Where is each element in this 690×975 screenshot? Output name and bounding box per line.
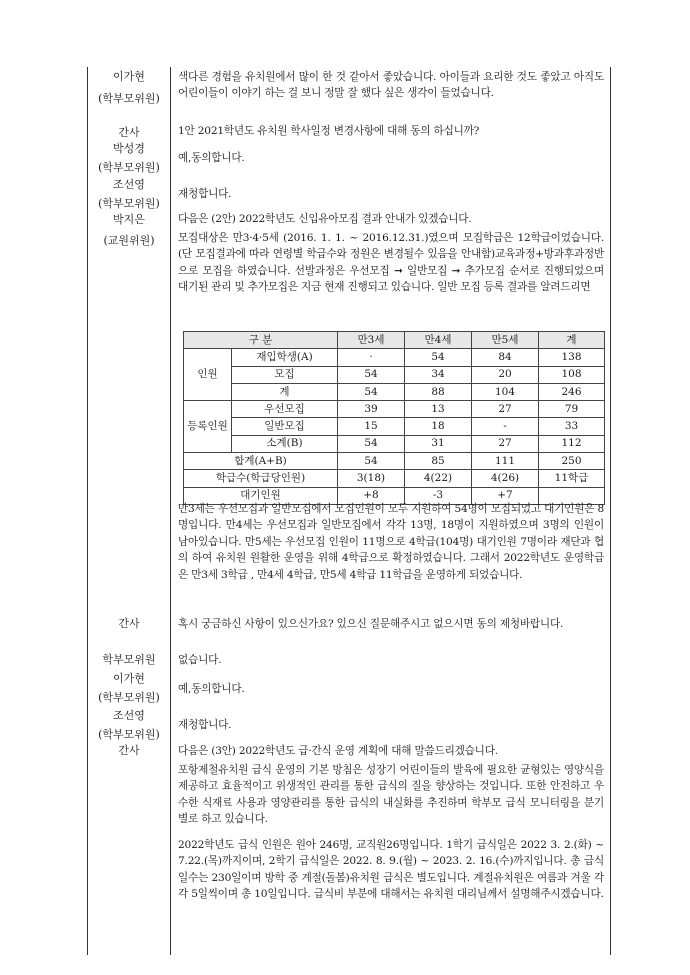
table-cell: 54	[338, 435, 405, 452]
table-cell: 54	[405, 349, 472, 366]
table-cell: 3(18)	[338, 470, 405, 487]
speaker-role: (학부모위원)	[98, 691, 160, 704]
table-row	[184, 453, 605, 470]
table-cell: 108	[539, 366, 605, 383]
table-cell: 54	[338, 453, 405, 470]
row-label: 합계(A+B)	[184, 453, 338, 470]
speaker-name: 학부모위원	[102, 653, 156, 666]
row-label: 우선모집	[232, 401, 338, 418]
statement-paragraph: 다음은 (2안) 2022학년도 신입유아모집 결과 안내가 있겠습니다.	[178, 213, 472, 225]
statement-paragraph: 만3세는 우선모집과 일반모집에서 모집인원이 모두 지원하여 54명이 모집되었고 대기인원은 8명입니다. 만4세는 우선모집과 일반모집에서 각각 13명, 18명이 지원하였으며 3명의 인원이 남아있습니다. 만5세는 우선모집 인원이 11명으로 4학급(104명) 대기인원 7명이라 재단과 협의 하여 유치원 원활한 운영을 위해 4학급으로 확정하였습니다. 그래서 2022학년도 운영학급은 만3세 3학급 , 만4세 4학급, 만5세 4학급 11학급을 운영하게 되었습니다.	[178, 503, 604, 581]
table-row	[184, 401, 605, 418]
table-cell: 111	[472, 453, 539, 470]
table-cell: 138	[539, 349, 605, 366]
table-cell: 79	[539, 401, 605, 418]
speaker-name: 조선영	[113, 709, 145, 722]
statement-paragraph: 재청합니다.	[178, 188, 232, 200]
table-cell: -	[472, 418, 539, 435]
statement-paragraph: 재청합니다.	[178, 719, 232, 731]
table-cell: 33	[539, 418, 605, 435]
table-row	[184, 470, 605, 487]
table-cell: 246	[539, 383, 605, 400]
table-cell: 54	[338, 366, 405, 383]
row-label: 모집	[232, 366, 338, 383]
statement-paragraph: 포항제철유치원 급식 운영의 기본 방침은 성장기 어린이들의 발육에 필요한 균형있는 영양식을 제공하고 효율적이고 위생적인 관리를 통한 급식의 질을 향상하는 것입니다. 또한 안전하고 우수한 식재료 사용과 영양관리를 통한 급식의 내실화를 추진하며 학부모 급식 모니터링을 분기별로 하고 있습니다.	[178, 764, 604, 826]
row-label: 소계(B)	[232, 435, 338, 452]
speaker-name: 간사	[118, 744, 140, 757]
table-cell: 112	[539, 435, 605, 452]
table-cell: 88	[405, 383, 472, 400]
statement-paragraph: 다음은 (3안) 2022학년도 급·간식 운영 계획에 대해 말씀드리겠습니다.	[178, 745, 498, 757]
statement-paragraph: 예,동의합니다.	[178, 152, 245, 164]
row-label: 대기인원	[184, 487, 338, 504]
statement-paragraph: 모집대상은 만3·4·5세 (2016. 1. 1. ~ 2016.12.31.)였으며 모집학급은 12학급이었습니다. (단 모집결과에 따라 연령별 학급수와 정원은 변경될수 있음을 안내함)교육과정+방과후과정반으로 모집을 하였습니다. 선발과정은 우선모집 ➞ 일반모집 ➞ 추가모집 순서로 진행되었으며 대기된 관리 및 추가모집은 지금 현재 진행되고 있습니다. 일반 모집 등록 결과를 알려드리면	[178, 232, 604, 294]
statement-paragraph: 1안 2021학년도 유치원 학사일정 변경사항에 대해 동의 하십니까?	[178, 125, 480, 137]
table-cell: +8	[338, 487, 405, 504]
table-cell: 13	[405, 401, 472, 418]
table-cell: 18	[405, 418, 472, 435]
table-cell: 4(26)	[472, 470, 539, 487]
speaker-name: 이가현	[113, 672, 145, 685]
table-cell: 20	[472, 366, 539, 383]
row-label: 계	[232, 383, 338, 400]
table-cell: 34	[405, 366, 472, 383]
row-label: 재입학생(A)	[232, 349, 338, 366]
row-group-label: 등록인원	[184, 401, 232, 453]
speaker-name: 이가현	[113, 70, 145, 83]
table-header-cell: 만3세	[338, 332, 405, 349]
speaker-role: (학부모위원)	[98, 92, 160, 105]
enrollment-results-table	[183, 331, 605, 505]
table-cell: 31	[405, 435, 472, 452]
speaker-name: 간사	[118, 617, 140, 630]
statement-paragraph: 2022학년도 급식 인원은 원아 246명, 교직원26명입니다. 1학기 급식일은 2022 3. 2.(화) ~ 7.22.(목)까지이며, 2학기 급식일은 2022. 8. 9.(월) ~ 2023. 2. 16.(수)까지입니다. 총 급식일수는 230일이며 방학 중 계절(돌봄)유치원 급식은 별도입니다. 계절유치원은 여름과 겨울 각각 5일씩이며 총 10일입니다. 급식비 부분에 대해서는 유치원 대리님께서 설명해주시겠습니다.	[178, 839, 604, 901]
row-label: 일반모집	[232, 418, 338, 435]
table-row	[184, 418, 605, 435]
statement-paragraph: 예,동의합니다.	[178, 683, 245, 695]
row-label: 학급수(학급당인원)	[184, 470, 338, 487]
table-header-cell: 계	[539, 332, 605, 349]
table-cell: 104	[472, 383, 539, 400]
speaker-role: (학부모위원)	[98, 161, 160, 174]
table-cell: 11학급	[539, 470, 605, 487]
statement-paragraph: 없습니다.	[178, 654, 222, 666]
speaker-name: 박지은	[113, 213, 145, 226]
speaker-role: (학부모위원)	[98, 728, 160, 741]
table-cell: 4(22)	[405, 470, 472, 487]
statement-paragraph: 색다른 경험을 유치원에서 많이 한 것 같아서 좋았습니다. 아이들과 요리한 것도 좋았고 아직도 어린이들이 이야기 하는 걸 보니 정말 잘 했다 싶은 생각이 들었습니다.	[178, 71, 604, 100]
table-cell: 15	[338, 418, 405, 435]
table-cell: 54	[338, 383, 405, 400]
speaker-name: 박성경	[113, 142, 145, 155]
table-cell: 84	[472, 349, 539, 366]
table-header-cell: 만5세	[472, 332, 539, 349]
speaker-name: 간사	[118, 126, 140, 139]
speaker-name: 조선영	[113, 178, 145, 191]
table-header-cell: 만4세	[405, 332, 472, 349]
speaker-role: (교원위원)	[103, 234, 155, 247]
statement-paragraph: 혹시 궁금하신 사항이 있으신가요? 있으신 질문해주시고 없으시면 동의 제청바랍니다.	[178, 618, 564, 630]
table-row	[184, 349, 605, 366]
table-cell: -3	[405, 487, 472, 504]
table-cell: +7	[472, 487, 539, 504]
table-cell: ·	[338, 349, 405, 366]
table-cell: 27	[472, 401, 539, 418]
table-header-row	[184, 332, 605, 349]
table-cell: 250	[539, 453, 605, 470]
table-cell: 85	[405, 453, 472, 470]
column-divider	[170, 67, 171, 955]
table-header-cell: 구 분	[184, 332, 338, 349]
row-group-label: 인원	[184, 349, 232, 401]
table-cell: 39	[338, 401, 405, 418]
table-cell: 27	[472, 435, 539, 452]
table-row	[184, 435, 605, 452]
speaker-role: (학부모위원)	[98, 197, 160, 210]
table-row	[184, 366, 605, 383]
table-row	[184, 383, 605, 400]
